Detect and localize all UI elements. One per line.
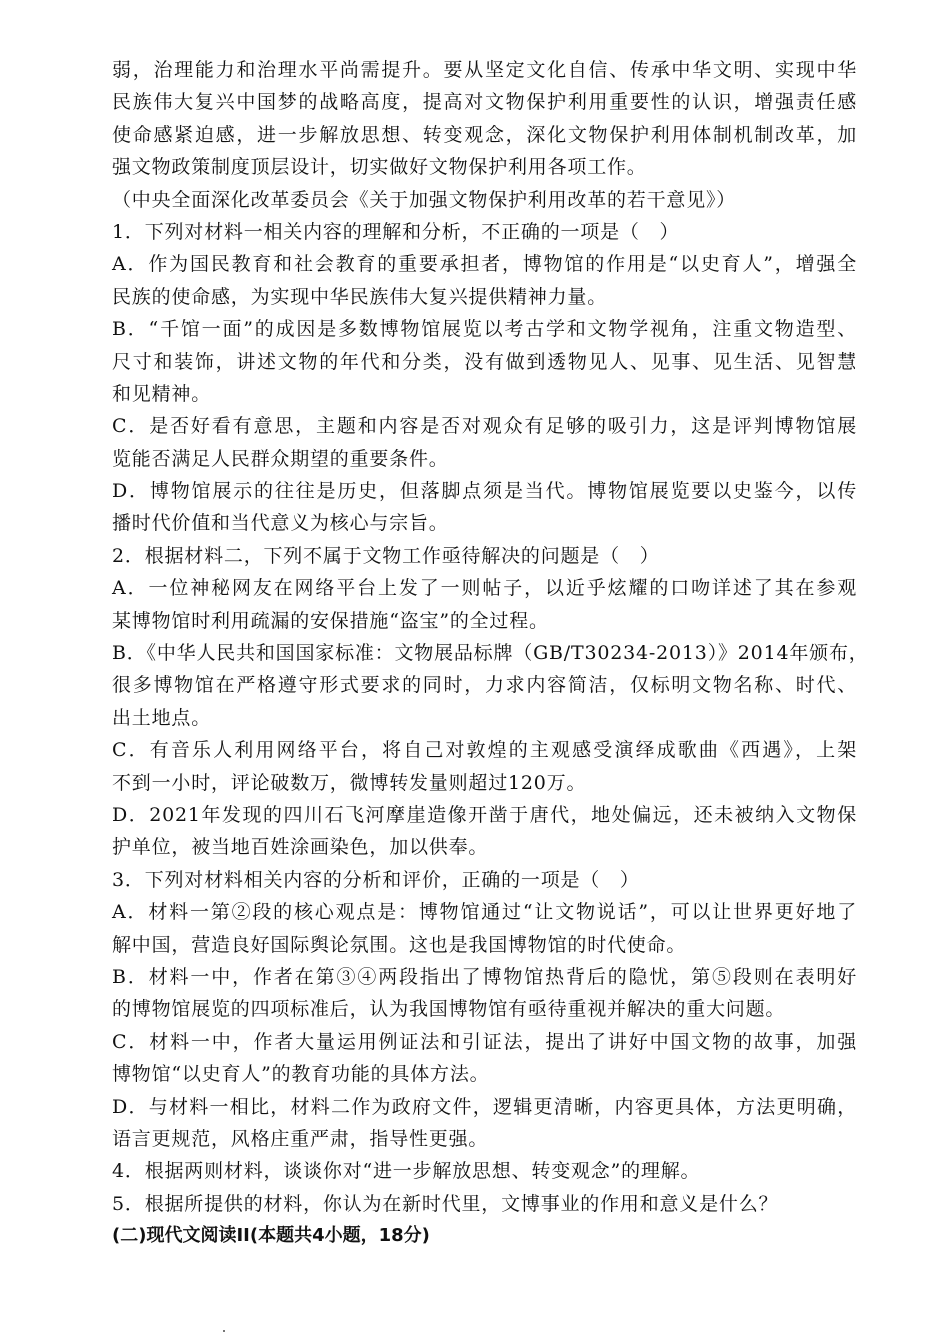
text-line-3: 使命感紧迫感，进一步解放思想、转变观念，深化文物保护利用体制机制改革，加 — [112, 123, 857, 146]
question-2: 2．根据材料二，下列不属于文物工作亟待解决的问题是（ ） — [112, 544, 660, 567]
q2-option-b-line-3: 出土地点。 — [112, 706, 212, 729]
source-citation: （中央全面深化改革委员会《关于加强文物保护利用改革的若干意见》） — [112, 188, 737, 211]
q1-option-a-line-1: A．作为国民教育和社会教育的重要承担者，博物馆的作用是“以史育人”，增强全 — [112, 253, 857, 276]
q3-option-d-line-1: D．与材料一相比，材料二作为政府文件，逻辑更清晰，内容更具体，方法更明确， — [112, 1095, 857, 1118]
q1-option-c-line-2: 览能否满足人民群众期望的重要条件。 — [112, 447, 449, 470]
q1-option-c-line-1: C．是否好看有意思，主题和内容是否对观众有足够的吸引力，这是评判博物馆展 — [112, 415, 857, 438]
q2-option-c-line-2: 不到一小时，评论破数万，微博转发量则超过120万。 — [112, 771, 587, 794]
section-title: (二)现代文阅读II(本题共4小题，18分) — [112, 1225, 430, 1247]
q2-option-b-line-2: 很多博物馆在严格遵守形式要求的同时，力求内容简洁，仅标明文物名称、时代、 — [112, 674, 857, 697]
q1-option-b-line-3: 和见精神。 — [112, 382, 212, 405]
q1-option-b-line-1: B．“千馆一面”的成因是多数博物馆展览以考古学和文物学视角，注重文物造型、 — [112, 318, 857, 341]
q1-option-d-line-2: 播时代价值和当代意义为核心与宗旨。 — [112, 512, 449, 535]
q2-option-a-line-1: A．一位神秘网友在网络平台上发了一则帖子，以近乎炫耀的口吻详述了其在参观 — [112, 577, 857, 600]
q2-option-d-line-2: 护单位，被当地百姓涂画染色，加以供奉。 — [112, 836, 489, 859]
document-page — [112, 54, 869, 1252]
text-line-4: 强文物政策制度顶层设计，切实做好文物保护利用各项工作。 — [112, 156, 647, 179]
q3-option-d-line-2: 语言更规范，风格庄重严肃，指导性更强。 — [112, 1127, 489, 1150]
q3-option-b-line-2: 的博物馆展览的四项标准后，认为我国博物馆有亟待重视并解决的重大问题。 — [112, 998, 786, 1021]
q2-option-a-line-2: 某博物馆时利用疏漏的安保措施“盗宝”的全过程。 — [112, 609, 549, 632]
question-1: 1．下列对材料一相关内容的理解和分析，不正确的一项是（ ） — [112, 220, 680, 243]
q1-option-d-line-1: D．博物馆展示的往往是历史，但落脚点须是当代。博物馆展览要以史鉴今，以传 — [112, 480, 857, 503]
q2-option-c-line-1: C．有音乐人利用网络平台，将自己对敦煌的主观感受演绎成歌曲《西遇》，上架 — [112, 739, 857, 762]
q1-option-a-line-2: 民族的使命感，为实现中华民族伟大复兴提供精神力量。 — [112, 285, 608, 308]
question-5: 5．根据所提供的材料，你认为在新时代里，文博事业的作用和意义是什么？ — [112, 1192, 779, 1215]
q3-option-b-line-1: B．材料一中，作者在第③④两段指出了博物馆热背后的隐忧，第⑤段则在表明好 — [112, 965, 857, 988]
q3-option-c-line-1: C．材料一中，作者大量运用例证法和引证法，提出了讲好中国文物的故事，加强 — [112, 1030, 857, 1053]
q2-option-d-line-1: D．2021年发现的四川石飞河摩崖造像开凿于唐代，地处偏远，还未被纳入文物保 — [112, 803, 857, 826]
q3-option-c-line-2: 博物馆“以史育人”的教育功能的具体方法。 — [112, 1063, 490, 1086]
question-4: 4．根据两则材料，谈谈你对“进一步解放思想、转变观念”的理解。 — [112, 1160, 701, 1183]
q2-option-b-line-1: B．《中华人民共和国国家标准：文物展品标牌（GB/T30234-2013）》2014年颁布， — [112, 642, 869, 665]
q3-option-a-line-1: A．材料一第②段的核心观点是：博物馆通过“让文物说话”，可以让世界更好地了 — [112, 901, 857, 924]
q1-option-b-line-2: 尺寸和装饰，讲述文物的年代和分类，没有做到透物见人、见事、见生活、见智慧 — [112, 350, 857, 373]
page-mark — [223, 1330, 225, 1332]
q3-option-a-line-2: 解中国，营造良好国际舆论氛围。这也是我国博物馆的时代使命。 — [112, 933, 687, 956]
question-3: 3．下列对材料相关内容的分析和评价，正确的一项是（ ） — [112, 868, 640, 891]
text-line-1: 弱，治理能力和治理水平尚需提升。要从坚定文化自信、传承中华文明、实现中华 — [112, 59, 857, 81]
text-line-2: 民族伟大复兴中国梦的战略高度，提高对文物保护利用重要性的认识，增强责任感 — [112, 91, 857, 114]
